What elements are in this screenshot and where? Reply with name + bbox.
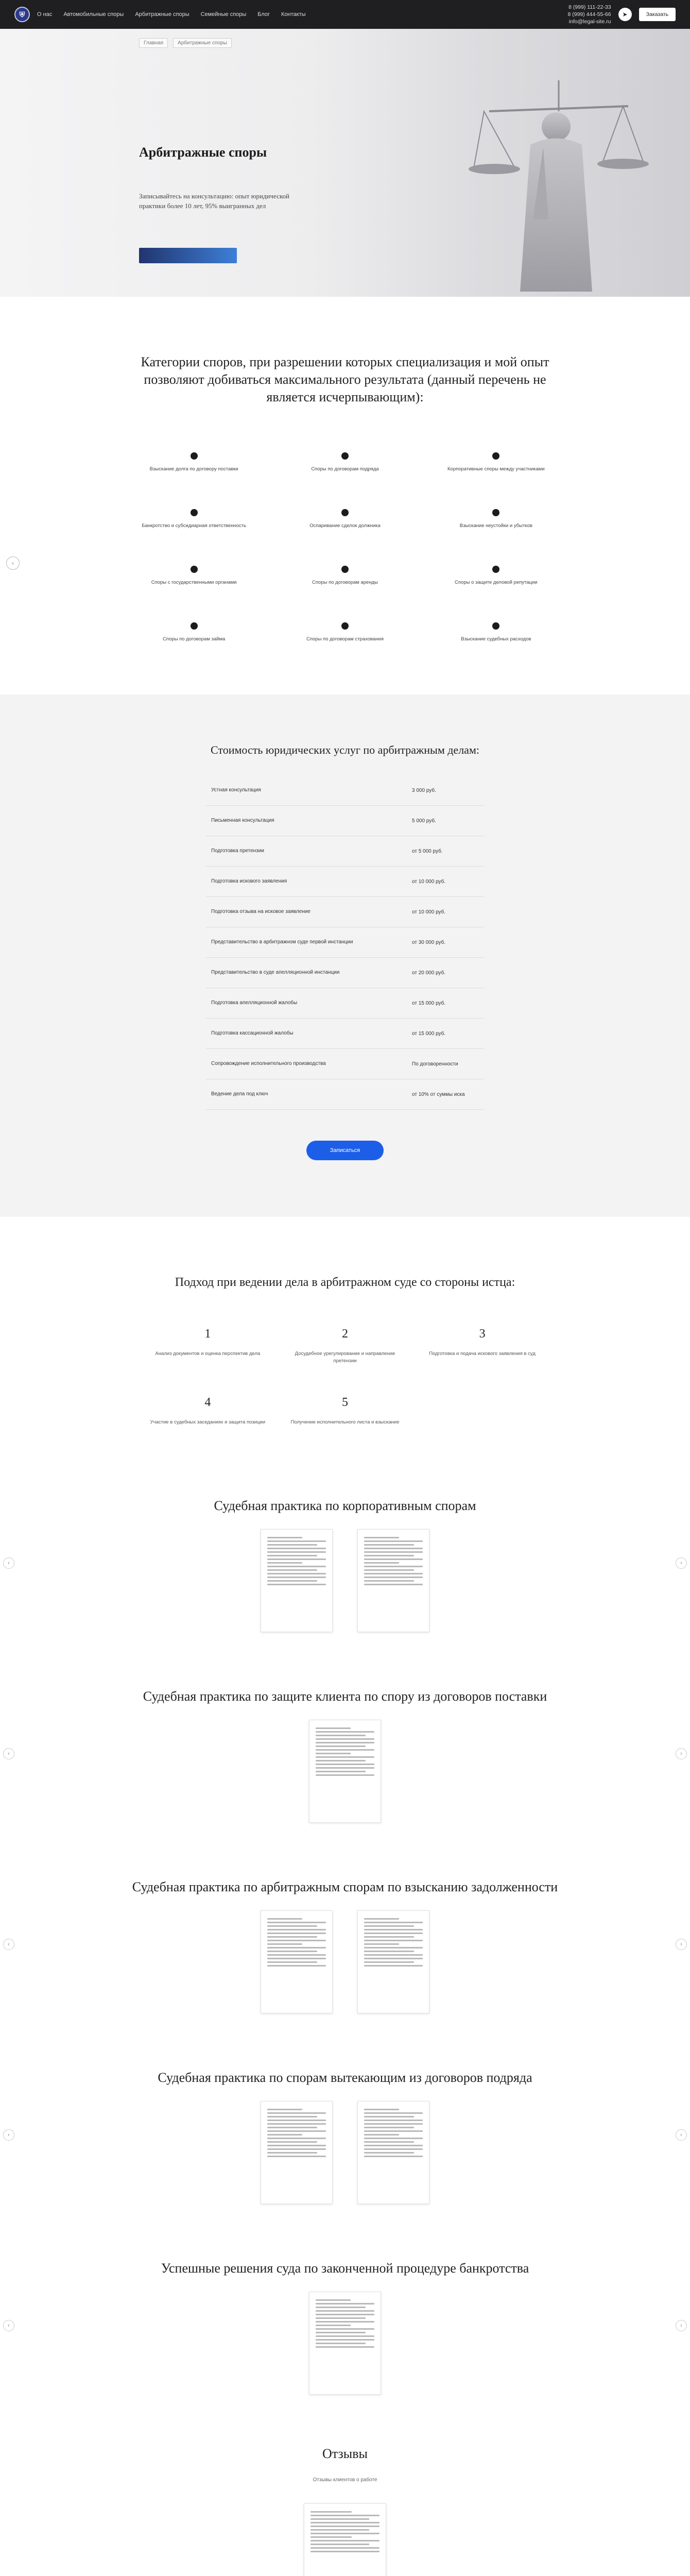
price-row: Подготовка отзыва на исковое заявление от 10 000 руб. <box>206 897 484 927</box>
nav-item-blog[interactable]: Блог <box>257 11 270 18</box>
category-item: Корпоративные споры между участниками <box>431 452 561 473</box>
step-item: 1 Анализ документов и оценка перспектив дела <box>155 1327 261 1357</box>
prices-cta-button[interactable]: Записаться <box>306 1141 384 1160</box>
bullet-icon <box>191 509 198 516</box>
next-arrow-icon[interactable]: › <box>676 1939 687 1950</box>
breadcrumb-home[interactable]: Главная <box>139 38 168 48</box>
practice-bankruptcy <box>0 2225 690 2415</box>
nav-item-arbitration[interactable]: Арбитражные споры <box>135 11 189 18</box>
practice-corporate <box>0 1462 690 1653</box>
price-row: Устная консультация 3 000 руб. <box>206 775 484 806</box>
court-document-image[interactable] <box>357 2101 429 2204</box>
phone-2[interactable]: 8 (999) 444-55-66 <box>567 11 611 18</box>
themis-statue-image <box>443 49 659 292</box>
nav-item-family[interactable]: Семейные споры <box>200 11 247 18</box>
price-row: Подготовка апелляционной жалобы от 15 000 руб. <box>206 988 484 1019</box>
nav-item-contacts[interactable]: Контакты <box>281 11 306 18</box>
step-item: 4 Участие в судебных заседаниях и защита позиции <box>150 1396 266 1425</box>
step-item: 5 Получение исполнительного листа и взыскание <box>290 1396 400 1425</box>
prices-title: Стоимость юридических услуг по арбитражным делам: <box>211 743 479 756</box>
bullet-icon <box>492 509 499 516</box>
main-nav <box>37 11 568 18</box>
bullet-icon <box>341 566 349 573</box>
price-row: Сопровождение исполнительного производства По договоренности <box>206 1049 484 1079</box>
category-item: Споры о защите деловой репутации <box>431 566 561 586</box>
categories-section <box>0 297 690 694</box>
price-row: Подготовка претензии от 5 000 руб. <box>206 836 484 867</box>
category-item: Споры по договорам подряда <box>280 452 410 473</box>
bullet-icon <box>191 622 198 630</box>
price-table <box>206 775 484 1110</box>
categories-title: Категории споров, при разрешении которых специализация и мой опыт позволяют добиваться максимального результата (данный перечень не является исчерпывающим): <box>141 354 549 404</box>
price-row: Подготовка кассационной жалобы от 15 000 руб. <box>206 1019 484 1049</box>
category-item: Банкротство и субсидиарная ответственность <box>129 509 259 530</box>
court-document-image[interactable] <box>309 1720 381 1823</box>
review-letter-image[interactable] <box>304 2503 386 2576</box>
reviews-section <box>0 2415 690 2576</box>
practice-title: Судебная практика по спорам вытекающим из договоров подряда <box>158 2070 532 2085</box>
practice-title: Судебная практика по защите клиента по спору из договоров поставки <box>143 1689 547 1704</box>
next-arrow-icon[interactable]: › <box>676 1557 687 1569</box>
prices-section <box>0 694 690 1217</box>
steps-grid <box>149 1327 541 1426</box>
next-arrow-icon[interactable]: › <box>676 2129 687 2141</box>
telegram-icon[interactable]: ➤ <box>618 8 632 21</box>
court-document-image[interactable] <box>357 1529 429 1632</box>
bullet-icon <box>341 622 349 630</box>
site-header <box>0 0 690 29</box>
left-arrow-icon[interactable]: ‹ <box>6 556 20 570</box>
practice-title: Судебная практика по корпоративным спорам <box>214 1498 476 1513</box>
category-item: Споры по договорам страхования <box>280 622 410 643</box>
category-item: Взыскание долга по договору поставки <box>129 452 259 473</box>
reviews-intro: Отзывы клиентов о работе <box>313 2477 377 2483</box>
breadcrumb <box>139 38 232 48</box>
header-phones <box>568 4 611 25</box>
prev-arrow-icon[interactable]: ‹ <box>3 2320 14 2331</box>
price-row: Представительство в суде апелляционной инстанции от 20 000 руб. <box>206 958 484 988</box>
nav-item-about[interactable]: О нас <box>37 11 53 18</box>
nav-item-auto[interactable]: Автомобильные споры <box>63 11 124 18</box>
practice-title: Успешные решения суда по законченной процедуре банкротства <box>161 2261 529 2276</box>
hero-section <box>0 29 690 297</box>
category-item: Споры по договорам аренды <box>280 566 410 586</box>
category-item: Взыскание неустойки и убытков <box>431 509 561 530</box>
court-document-image[interactable] <box>357 1910 429 2013</box>
practice-debt <box>0 1843 690 2034</box>
court-document-image[interactable] <box>261 2101 333 2204</box>
bullet-icon <box>341 509 349 516</box>
phone-1[interactable]: 8 (999) 111-22-33 <box>568 4 611 10</box>
category-item: Взыскание судебных расходов <box>431 622 561 643</box>
practice-title: Судебная практика по арбитражным спорам по взысканию задолженности <box>132 1879 558 1894</box>
bullet-icon <box>191 566 198 573</box>
logo[interactable]: ⛨ <box>14 7 30 22</box>
price-row: Ведение дела под ключ от 10% от суммы иска <box>206 1079 484 1110</box>
page-title: Арбитражные споры <box>139 145 267 160</box>
email-link[interactable]: info@legal-site.ru <box>568 19 611 25</box>
bullet-icon <box>492 452 499 460</box>
category-item: Споры по договорам займа <box>129 622 259 643</box>
prev-arrow-icon[interactable]: ‹ <box>3 1939 14 1950</box>
hero-cta-button[interactable] <box>139 248 237 263</box>
court-document-image[interactable] <box>261 1910 333 2013</box>
category-item: Споры с государственными органами <box>129 566 259 586</box>
bullet-icon <box>191 452 198 460</box>
price-row: Подготовка искового заявления от 10 000 руб. <box>206 867 484 897</box>
category-item: Оспаривание сделок должника <box>280 509 410 530</box>
categories-grid <box>129 452 561 643</box>
prev-arrow-icon[interactable]: ‹ <box>3 2129 14 2141</box>
hero-subtitle: Записывайтесь на консультацию: опыт юридической практики более 10 лет, 95% выигранных дел <box>139 192 289 210</box>
bullet-icon <box>492 622 499 630</box>
step-item: 2 Досудебное урегулирование и направление претензии <box>295 1327 395 1364</box>
court-document-image[interactable] <box>261 1529 333 1632</box>
step-item: 3 Подготовка и подача искового заявления в суд <box>429 1327 536 1357</box>
bullet-icon <box>341 452 349 460</box>
approach-section <box>0 1217 690 1462</box>
reviews-title: Отзывы <box>322 2446 368 2461</box>
practice-contract <box>0 2034 690 2225</box>
next-arrow-icon[interactable]: › <box>676 2320 687 2331</box>
price-row: Письменная консультация 5 000 руб. <box>206 806 484 836</box>
court-document-image[interactable] <box>309 2292 381 2395</box>
header-cta-button[interactable]: Заказать <box>639 8 676 21</box>
next-arrow-icon[interactable]: › <box>676 1748 687 1759</box>
prev-arrow-icon[interactable]: ‹ <box>3 1557 14 1569</box>
practice-supply <box>0 1653 690 1843</box>
bullet-icon <box>492 566 499 573</box>
approach-title: Подход при ведении дела в арбитражном суде со стороны истца: <box>175 1276 515 1289</box>
breadcrumb-current: Арбитражные споры <box>173 38 232 48</box>
prev-arrow-icon[interactable]: ‹ <box>3 1748 14 1759</box>
price-row: Представительство в арбитражном суде первой инстанции от 30 000 руб. <box>206 927 484 958</box>
